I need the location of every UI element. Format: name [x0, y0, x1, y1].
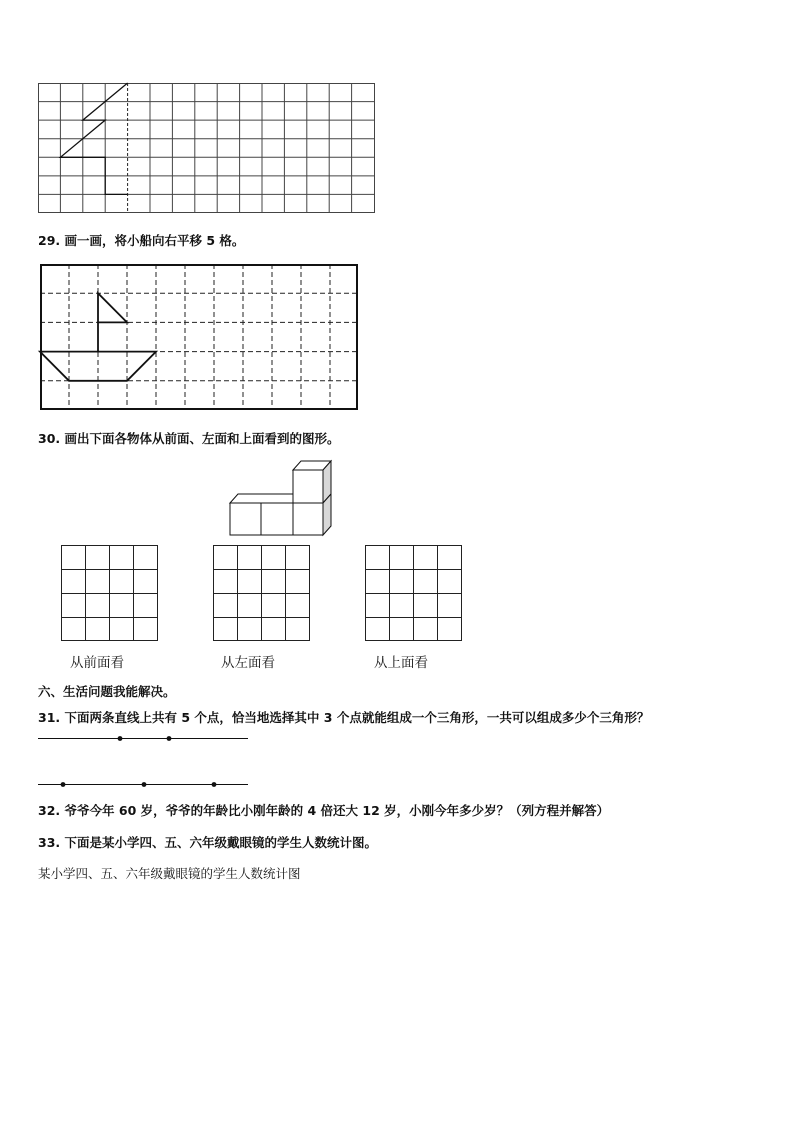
left-view-caption: 从左面看: [221, 655, 275, 671]
question-32-text: 爷爷今年 60 岁，爷爷的年龄比小刚年龄的 4 倍还大 12 岁，小刚今年多少岁？（列方程并解答）: [64, 803, 610, 818]
chart-title: 某小学四、五、六年级戴眼镜的学生人数统计图: [38, 866, 301, 881]
point: [118, 736, 123, 741]
question-29-number: 29.: [38, 233, 61, 248]
question-30: [38, 429, 340, 447]
question-32: [38, 801, 609, 819]
point: [167, 736, 172, 741]
question-30-number: 30.: [38, 431, 61, 446]
cube-stack: [229, 460, 337, 536]
question-29: [38, 231, 244, 249]
question-31: [38, 708, 649, 726]
two-lines-with-points: [38, 732, 250, 792]
question-33-text: 下面是某小学四、五、六年级戴眼镜的学生人数统计图。: [64, 835, 378, 850]
question-30-text: 画出下面各物体从前面、左面和上面看到的图形。: [64, 431, 340, 446]
question-31-text: 下面两条直线上共有 5 个点，恰当地选择其中 3 个点就能组成一个三角形，一共可以组成多少个三角形？: [64, 710, 650, 725]
symmetry-grid: [38, 83, 375, 213]
question-31-number: 31.: [38, 710, 61, 725]
point: [142, 782, 147, 787]
front-view-caption: 从前面看: [70, 655, 124, 671]
question-32-number: 32.: [38, 803, 61, 818]
question-29-text: 画一画，将小船向右平移 5 格。: [64, 233, 245, 248]
question-33: [38, 833, 377, 851]
boat-grid: [40, 264, 358, 410]
boat-figure: [40, 293, 156, 381]
point: [61, 782, 66, 787]
question-33-number: 33.: [38, 835, 61, 850]
section-6-title: 六、生活问题我能解决。: [38, 684, 176, 699]
top-view-caption: 从上面看: [374, 655, 428, 671]
top-view-grid: [365, 545, 462, 641]
point: [212, 782, 217, 787]
left-view-grid: [213, 545, 310, 641]
front-view-grid: [61, 545, 158, 641]
